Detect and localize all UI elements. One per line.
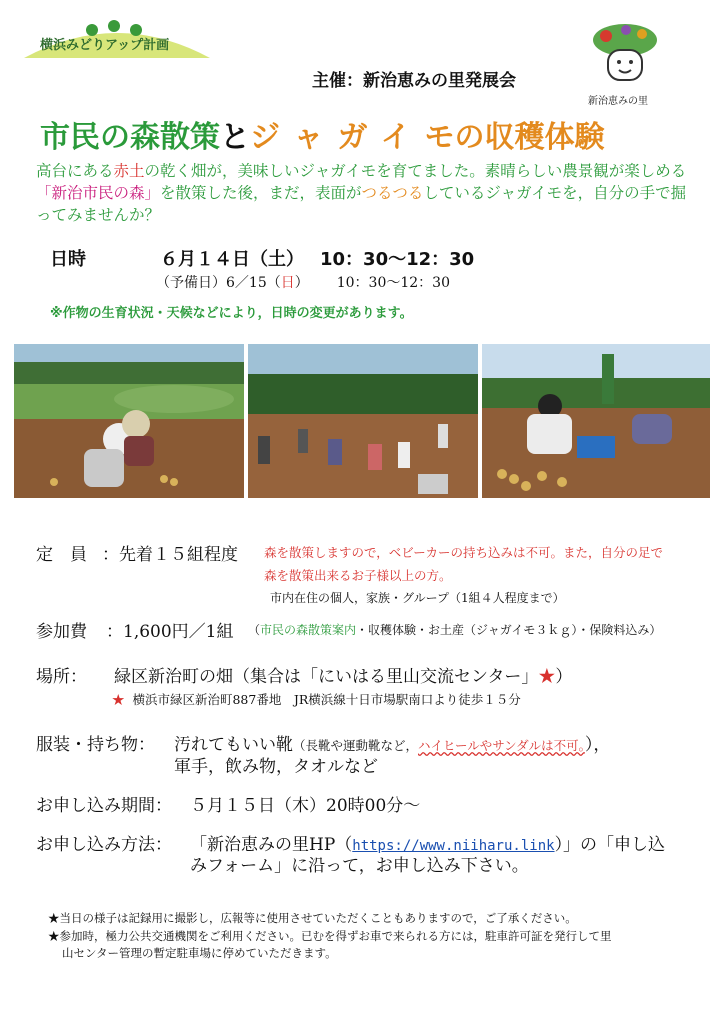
intro-t1: 高台にある (36, 162, 114, 180)
intro-t2: 赤土 (113, 162, 145, 180)
date-main-time: 10：30〜12：30 (320, 249, 475, 270)
backup-time: 10：30〜12：30 (336, 275, 450, 291)
intro-t6: つるつる (361, 184, 424, 202)
backup-prefix: （予備日）6／15（ (156, 275, 281, 291)
backup-day: 日 (280, 275, 295, 291)
date-main-day: ６月１４日（土） (160, 249, 304, 270)
niiharu-mascot-logo (590, 22, 660, 88)
footnote-2: ★参加時，極力公共交通機関をご利用ください。已むを得ずお車で来られる方には，駐車許可証を発行して里 (48, 929, 612, 943)
fee-note-open: （ (248, 623, 261, 637)
place-label: 場所： (36, 667, 87, 687)
items-value1-text: 汚れてもいい靴 (174, 735, 293, 755)
items-note-red: ハイヒールやサンダルは不可。 (418, 738, 585, 753)
items-value-2: 軍手，飲み物，タオルなど (174, 757, 378, 777)
title-part4: モの収穫体験 (424, 120, 605, 155)
capacity-value: ：先着１５組程度 (102, 545, 238, 565)
items-note-close: ）， (584, 735, 611, 755)
method-value-a: 「新治恵みの里HP（ (190, 835, 353, 855)
period-value: ５月１５日（木）20時00分〜 (190, 796, 421, 816)
footnote-1: ★当日の様子は記録用に撮影し，広報等に使用させていただくこともありますので，ご了承ください。 (48, 911, 577, 925)
schedule-note: ※作物の生育状況・天候などにより，日時の変更があります。 (50, 306, 413, 321)
date-main (160, 245, 490, 271)
date-backup (156, 272, 450, 292)
items-note-open: （長靴や運動靴など， (293, 738, 419, 753)
place-close: ） (555, 667, 573, 687)
intro-t4: 「新治市民の森」 (36, 184, 161, 202)
photo-field-group (248, 344, 478, 498)
fee-note (248, 621, 661, 638)
fee-label: 参加費 (36, 622, 87, 642)
capacity-note-2: 森を散策出来るお子様以上の方。 (264, 568, 452, 583)
title-part3: ジャガイ (250, 120, 425, 155)
capacity-label: 定 員 (36, 545, 87, 565)
backup-suffix: ） (294, 275, 309, 291)
organizer: 主催：新治恵みの里発展会 (312, 71, 516, 91)
website-link[interactable]: https://www.niiharu.link (352, 838, 555, 854)
period-label: お申し込み期間： (36, 796, 172, 816)
place-value (114, 662, 572, 687)
address-star-icon: ★ (112, 692, 125, 707)
date-label: 日時 (50, 249, 86, 270)
items-label: 服装・持ち物： (36, 735, 155, 755)
method-value-2: みフォーム」に沿って，お申し込み下さい。 (190, 856, 529, 876)
title-part2: と (220, 120, 250, 155)
place-address (112, 690, 521, 708)
title-part1: 市民の森散策 (40, 120, 220, 155)
capacity-note-3: 市内在住の個人，家族・グループ（1組４人程度まで） (270, 591, 565, 605)
footnote-3: 山センター管理の暫定駐車場に停めていただきます。 (62, 946, 337, 960)
intro-t7: しているジャガイモを，自分の手で掘ってみませんか？ (36, 184, 687, 224)
fee-note-green: 市民の森散策案内 (260, 623, 357, 637)
capacity-note-1: 森を散策しますので，ベビーカーの持ち込みは不可。また，自分の足で (264, 545, 664, 560)
photo-harvest-children (14, 344, 244, 498)
method-value-b: ）」の「申し込 (554, 835, 666, 855)
intro-t3: の乾く畑が，美味しいジャガイモを育てました。素晴らしい農景観が楽しめる (144, 162, 687, 180)
place-value-text: 緑区新治町の畑（集合は「にいはる里山交流センター」 (114, 667, 539, 687)
method-label: お申し込み方法： (36, 835, 172, 855)
intro-text (36, 160, 696, 226)
photo-potato-digging (482, 344, 710, 498)
logo-left-text: 横浜みどりアップ計画 (40, 38, 170, 53)
logo-right-caption: 新治恵みの里 (588, 96, 648, 107)
address-text: 横浜市緑区新治町887番地 JR横浜線十日市場駅南口より徒歩１５分 (132, 692, 521, 707)
fee-note-rest: ・収穫体験・お土産（ジャガイモ３ｋｇ）・保険料込み） (356, 623, 662, 637)
intro-t5: を散策した後，まだ，表面が (160, 184, 362, 202)
fee-value: ：1,600円／1組 (106, 622, 234, 642)
star-icon: ★ (538, 667, 556, 687)
page-title (40, 112, 605, 156)
